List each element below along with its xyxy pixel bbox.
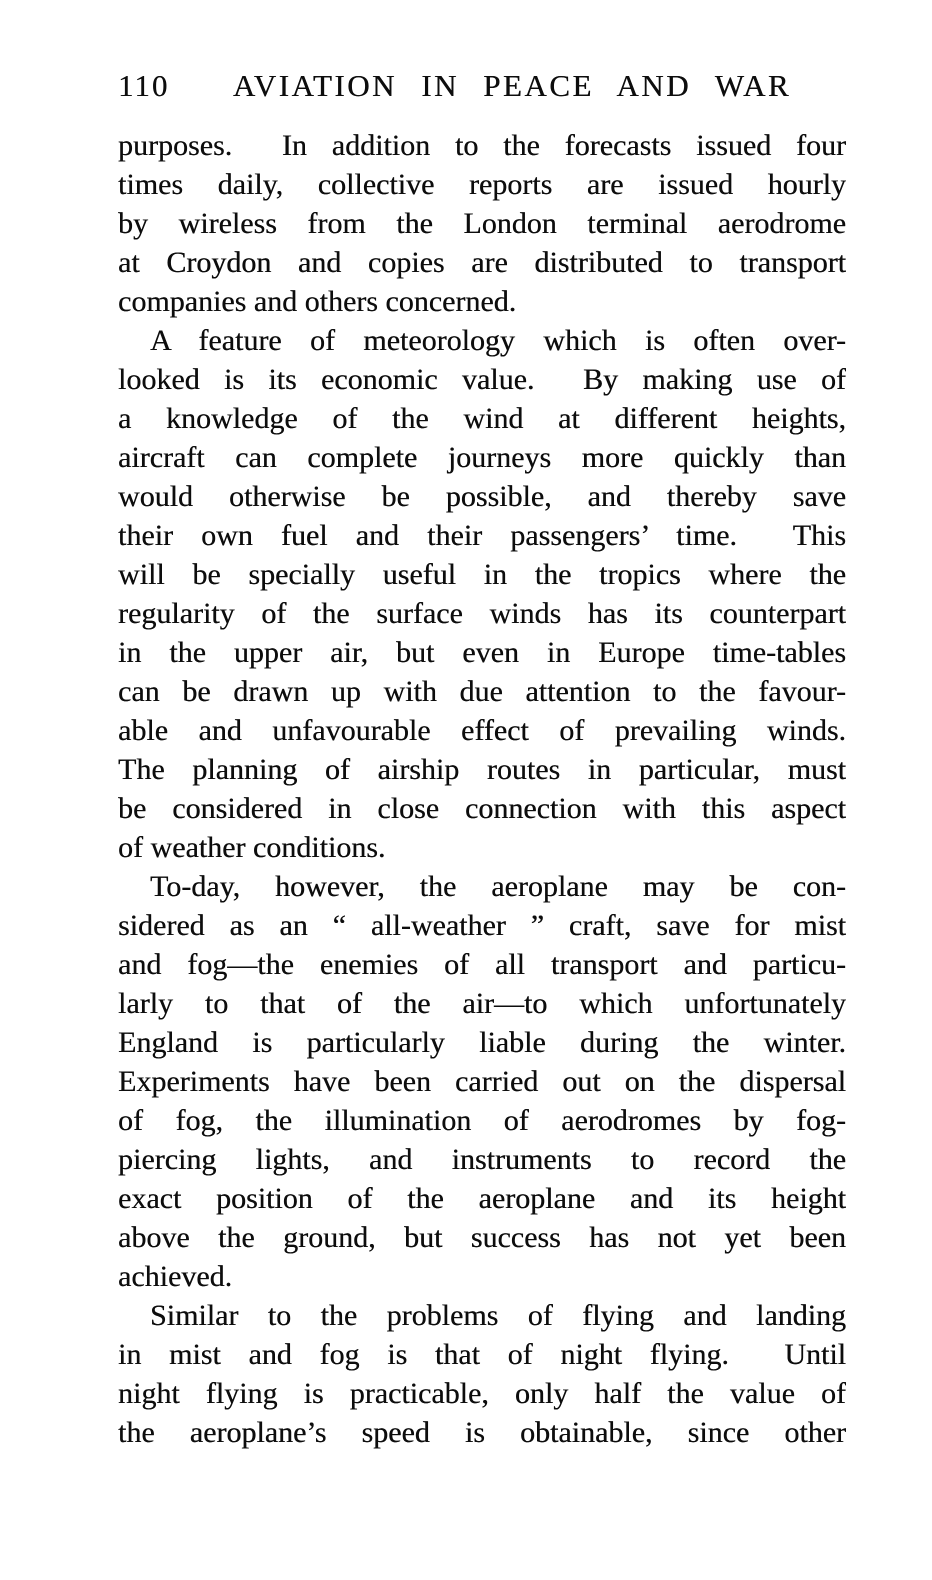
text-line: in the upper air, but even in Europe time-tables [118, 636, 846, 669]
text-line: Experiments have been carried out on the dispersal [118, 1065, 846, 1098]
text-line: purposes. In addition to the forecasts issued four [118, 129, 846, 162]
text-line: be considered in close connection with this aspect [118, 792, 846, 825]
running-title: AVIATION IN PEACE AND WAR [232, 68, 792, 103]
text-line: exact position of the aeroplane and its height [118, 1182, 846, 1215]
text-line: above the ground, but success has not yet been [118, 1221, 846, 1254]
text-line: times daily, collective reports are issued hourly [118, 168, 846, 201]
text-line: To-day, however, the aeroplane may be con- [150, 870, 846, 903]
text-line: achieved. [118, 1260, 233, 1293]
page-number: 110 [118, 68, 170, 103]
text-line: piercing lights, and instruments to record the [118, 1143, 846, 1176]
text-line: companies and others concerned. [118, 285, 517, 318]
text-line: able and unfavourable effect of prevailing winds. [118, 714, 846, 747]
text-line: in mist and fog is that of night flying. Until [118, 1338, 846, 1371]
text-line: will be specially useful in the tropics where the [118, 558, 846, 591]
text-line: aircraft can complete journeys more quickly than [118, 441, 846, 474]
text-line: Similar to the problems of flying and landing [150, 1299, 846, 1332]
text-line: A feature of meteorology which is often over- [150, 324, 846, 357]
text-block [118, 126, 846, 1452]
text-line: the aeroplane’s speed is obtainable, since other [118, 1416, 846, 1449]
text-line: night flying is practicable, only half the value of [118, 1377, 846, 1410]
text-line: larly to that of the air—to which unfortunately [118, 987, 846, 1020]
text-line: England is particularly liable during the winter. [118, 1026, 846, 1059]
text-line: can be drawn up with due attention to the favour- [118, 675, 846, 708]
text-line: at Croydon and copies are distributed to transport [118, 246, 846, 279]
text-line: would otherwise be possible, and thereby save [118, 480, 846, 513]
text-line: regularity of the surface winds has its counterpart [118, 597, 846, 630]
text-line: sidered as an “ all-weather ” craft, save for mist [118, 909, 846, 942]
text-line: and fog—the enemies of all transport and particu- [118, 948, 846, 981]
text-line: by wireless from the London terminal aerodrome [118, 207, 846, 240]
text-line: of fog, the illumination of aerodromes by fog- [118, 1104, 846, 1137]
text-line: The planning of airship routes in particular, must [118, 753, 846, 786]
text-line: their own fuel and their passengers’ time. This [118, 519, 846, 552]
text-line: a knowledge of the wind at different heights, [118, 402, 846, 435]
text-line: looked is its economic value. By making use of [118, 363, 846, 396]
text-line: of weather conditions. [118, 831, 386, 864]
running-head [118, 68, 846, 110]
